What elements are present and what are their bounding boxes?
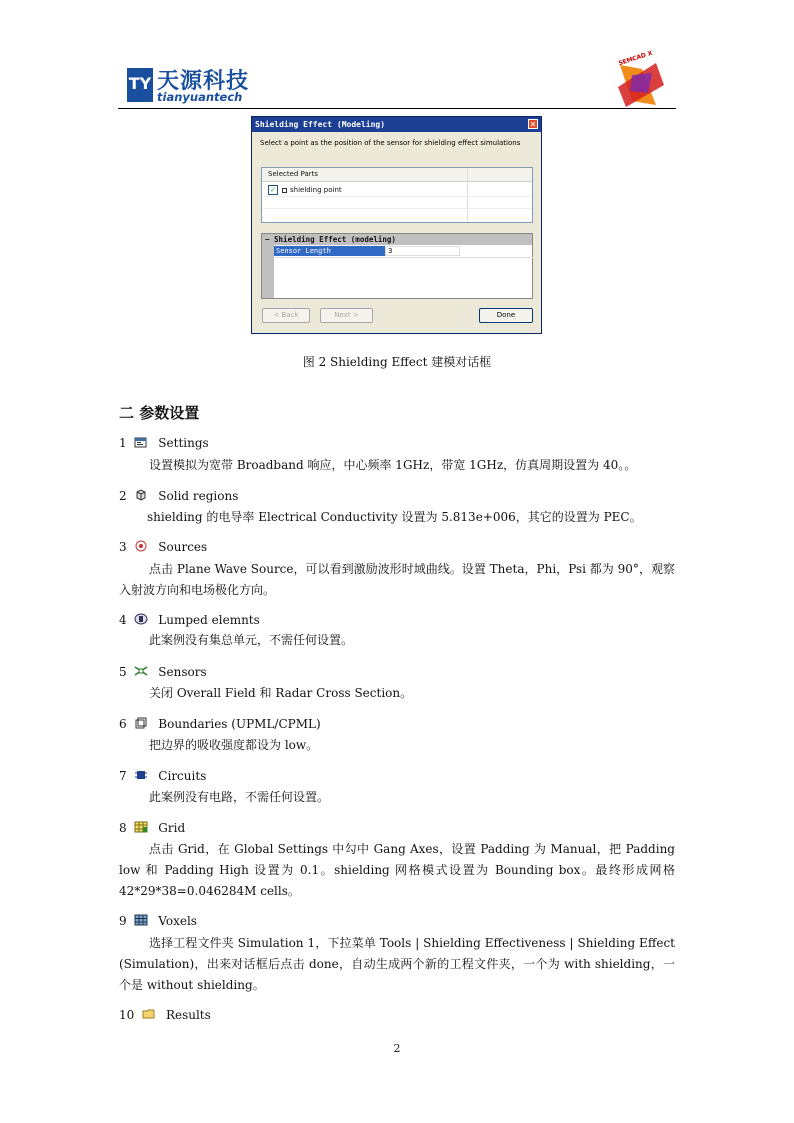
item-description: 关闭 Overall Field 和 Radar Cross Section。 (149, 686, 413, 700)
selected-parts-header: Selected Parts (262, 168, 532, 182)
item-title: Lumped elemnts (158, 613, 260, 627)
item-sources (119, 540, 207, 554)
item-description: 此案例没有电路，不需任何设置。 (149, 790, 330, 804)
page-number: 2 (393, 1042, 401, 1055)
semcad-logo (612, 49, 668, 109)
item-description: 点击 Plane Wave Source，可以看到激励波形时域曲线。设置 Theta，Phi，Psi 都为 90°，观察入射波方向和电场极化方向。 (119, 562, 675, 597)
folder-icon (142, 1008, 156, 1020)
item-title: Grid (158, 821, 186, 835)
sources-icon (134, 540, 148, 552)
item-description: 设置模拟为宽带 Broadband 响应，中心频率 1GHz，带宽 1GHz，仿真周期设置为 40。。 (149, 458, 637, 472)
item-description: 把边界的吸收强度都设为 low。 (149, 738, 319, 752)
item-lumped-elements (119, 613, 260, 627)
semcad-logo-text: SEMCAD X (617, 49, 654, 68)
item-boundaries (119, 717, 321, 731)
item-number: 7 (119, 769, 127, 783)
grid-icon (134, 821, 148, 833)
property-group-header[interactable] (262, 234, 532, 245)
list-item[interactable] (268, 185, 342, 195)
figure-caption: 图 2 Shielding Effect 建模对话框 (302, 355, 492, 369)
item-number: 4 (119, 613, 127, 627)
solid-regions-icon (134, 489, 148, 501)
dialog-titlebar[interactable] (252, 117, 541, 132)
item-sensors (119, 665, 207, 679)
item-number: 8 (119, 821, 127, 835)
property-group-label: Shielding Effect (modeling) (274, 235, 396, 244)
lumped-elements-icon (134, 613, 148, 625)
item-title: Boundaries (UPML/CPML) (158, 717, 321, 731)
item-description: shielding 的电导率 Electrical Conductivity 设置为 5.813e+006，其它的设置为 PEC。 (147, 510, 642, 524)
row-divider (262, 208, 532, 209)
item-title: Circuits (158, 769, 207, 783)
logo-mark: TY (127, 68, 153, 102)
item-description: 此案例没有集总单元，不需任何设置。 (149, 633, 354, 647)
voxels-icon (134, 914, 148, 926)
item-number: 3 (119, 540, 127, 554)
next-button[interactable]: Next > (320, 308, 373, 323)
shielding-effect-dialog (251, 116, 542, 334)
item-number: 9 (119, 914, 127, 928)
checkbox[interactable]: ✓ (268, 185, 278, 195)
item-title: Settings (158, 436, 209, 450)
back-button[interactable]: < Back (262, 308, 310, 323)
item-grid (119, 821, 185, 835)
item-title: Sensors (158, 665, 207, 679)
row-divider (262, 196, 532, 197)
item-voxels (119, 914, 197, 928)
boundaries-icon (134, 717, 148, 729)
property-grid (261, 233, 533, 299)
selected-parts-list[interactable] (261, 167, 533, 223)
item-number: 6 (119, 717, 127, 731)
dialog-title: Shielding Effect (Modeling) (255, 120, 386, 129)
property-name[interactable]: Sensor Length (274, 246, 385, 256)
logo-chinese-name: 天源科技 (157, 69, 250, 94)
item-settings (119, 436, 209, 450)
part-label: shielding point (290, 186, 342, 194)
logo-english-name: tianyuantech (157, 90, 243, 104)
item-number: 2 (119, 489, 127, 503)
item-number: 1 (119, 436, 127, 450)
header-rule (118, 108, 676, 109)
item-title: Voxels (158, 914, 197, 928)
collapse-icon[interactable]: − (265, 235, 275, 244)
item-title: Sources (158, 540, 208, 554)
item-description: 点击 Grid，在 Global Settings 中勾中 Gang Axes，设置 Padding 为 Manual，把 Padding low 和 Padding High 设置为 0.1。shielding 网格模式设置为 Bounding box。最终形成网格 42*29*38=0.046284M cells。 (119, 842, 675, 898)
item-description: 选择工程文件夹 Simulation 1，下拉菜单 Tools | Shielding Effectiveness | Shielding Effect (Simulation)，出来对话框后点击 done，自动生成两个新的工程文件夹，一个为 with shielding，一个是 without shielding。 (119, 936, 675, 992)
section-title: 二 参数设置 (119, 404, 200, 422)
done-button[interactable]: Done (479, 308, 533, 323)
point-icon (282, 188, 287, 193)
item-number: 5 (119, 665, 127, 679)
sensor-length-input[interactable]: 3 (385, 246, 460, 256)
item-title: Results (165, 1008, 211, 1022)
sensors-icon (134, 665, 148, 677)
item-circuits (119, 769, 206, 783)
item-number: 10 (119, 1008, 135, 1022)
item-solid-regions (119, 489, 238, 503)
item-title: Solid regions (158, 489, 239, 503)
dialog-instruction: Select a point as the position of the sensor for shielding effect simulations (260, 139, 521, 147)
property-row-divider (274, 257, 533, 258)
settings-icon (134, 436, 148, 448)
column-divider (467, 168, 468, 222)
circuits-icon (134, 769, 148, 781)
company-logo (127, 66, 257, 106)
close-icon[interactable]: ✕ (529, 120, 537, 129)
item-results (119, 1008, 211, 1022)
